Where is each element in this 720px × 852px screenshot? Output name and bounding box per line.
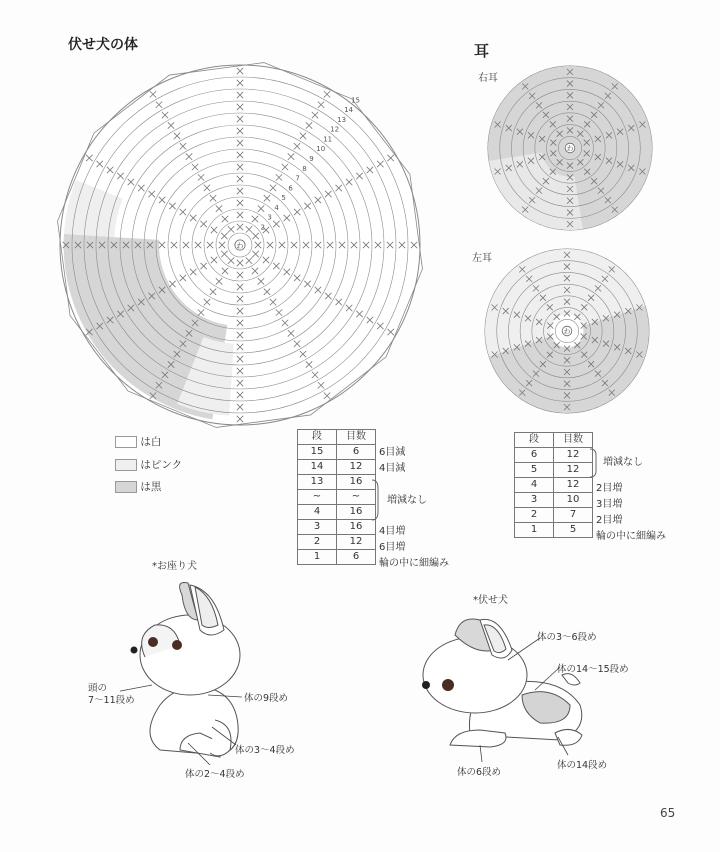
table-row: ~ ~ [298, 490, 376, 505]
table-row: 5 12 [515, 463, 593, 478]
row-number-label: 11 [323, 135, 333, 144]
body-note: 6目増 [379, 542, 406, 553]
row-number-label: 12 [330, 125, 340, 134]
sitting-label: 7～11段め [88, 695, 135, 706]
table-row: 1 5 [515, 523, 593, 538]
table-header: 段 [515, 433, 554, 448]
legend-black-label: は黒 [140, 481, 162, 493]
eye-icon [442, 679, 454, 691]
sitting-label: 体の3～4段め [235, 745, 295, 756]
black-swatch [115, 481, 137, 493]
body-stitch-table [297, 429, 376, 565]
row-number-label: 6 [288, 184, 293, 193]
lying-label: 体の14～15段め [557, 664, 629, 675]
legend-white [115, 434, 161, 449]
table-row: 2 7 [515, 508, 593, 523]
eye-icon [172, 640, 182, 650]
row-number-label: 4 [274, 203, 279, 212]
ear-stitch-table [514, 432, 593, 538]
lying-label: 体の6段め [457, 767, 502, 778]
row-number-label: 8 [302, 164, 307, 173]
nose-icon [131, 647, 138, 654]
lying-label: 体の3～6段め [537, 632, 597, 643]
table-header: 段 [298, 430, 337, 445]
row-number-label: 2 [260, 223, 265, 232]
row-number-label: 14 [344, 106, 354, 115]
body-note: 4目増 [379, 526, 406, 537]
table-header: 目数 [337, 430, 376, 445]
magic-ring-label: わ [563, 327, 571, 336]
table-row: 15 6 [298, 445, 376, 460]
ear-note: 輪の中に細編み [596, 531, 666, 542]
sitting-dog-illustration [120, 575, 280, 765]
table-row: 3 16 [298, 520, 376, 535]
sitting-label: 体の2～4段め [185, 769, 245, 780]
ear-note: 3目増 [596, 499, 623, 510]
table-row: 3 10 [515, 493, 593, 508]
right-ear-chart [480, 62, 660, 237]
table-row: 2 12 [298, 535, 376, 550]
lying-label: 体の14段め [557, 760, 608, 771]
legend-black [115, 479, 161, 494]
row-number-label: 15 [351, 96, 361, 105]
pink-swatch [115, 459, 137, 471]
ear-note: 2目増 [596, 515, 623, 526]
ear-section-title: 耳 [474, 42, 490, 60]
lying-dog-title: *伏せ犬 [473, 595, 508, 606]
table-row: 13 16 [298, 475, 376, 490]
row-number-label: 9 [309, 154, 314, 163]
table-header: 目数 [554, 433, 593, 448]
legend-pink-label: はピンク [140, 459, 183, 471]
body-note: 増減なし [387, 495, 427, 506]
row-number-label: 5 [281, 194, 286, 203]
row-number-label: 13 [337, 115, 347, 124]
legend-white-label: は白 [140, 436, 162, 448]
ear-note: 増減なし [603, 457, 643, 468]
sitting-label: 体の9段め [244, 693, 289, 704]
legend-pink [115, 457, 182, 472]
table-row: 14 12 [298, 460, 376, 475]
eye-icon [148, 637, 158, 647]
table-row: 4 12 [515, 478, 593, 493]
body-note: 輪の中に細編み [379, 558, 449, 569]
white-swatch [115, 436, 137, 448]
nose-icon [422, 681, 430, 689]
magic-ring-label: わ [566, 144, 574, 153]
left-ear-chart [478, 244, 658, 420]
row-number-label: 7 [295, 174, 300, 183]
table-row: 1 6 [298, 550, 376, 565]
sitting-label: 頭の [88, 683, 108, 694]
body-note: 6目減 [379, 447, 406, 458]
sitting-dog-title: *お座り犬 [152, 561, 197, 572]
table-row: 6 12 [515, 448, 593, 463]
magic-ring-label: わ [236, 240, 244, 250]
page-number: 65 [660, 806, 676, 820]
row-number-label: 10 [316, 145, 326, 154]
table-row: 4 16 [298, 505, 376, 520]
row-number-label: 3 [267, 213, 272, 222]
body-note: 4目減 [379, 463, 406, 474]
body-chart-title: 伏せ犬の体 [68, 37, 138, 53]
ear-note: 2目増 [596, 483, 623, 494]
right-ear-label: 右耳 [478, 73, 498, 84]
body-crochet-chart [50, 60, 430, 440]
left-ear-label: 左耳 [472, 253, 492, 264]
bracket [588, 447, 600, 479]
bracket [370, 478, 382, 522]
